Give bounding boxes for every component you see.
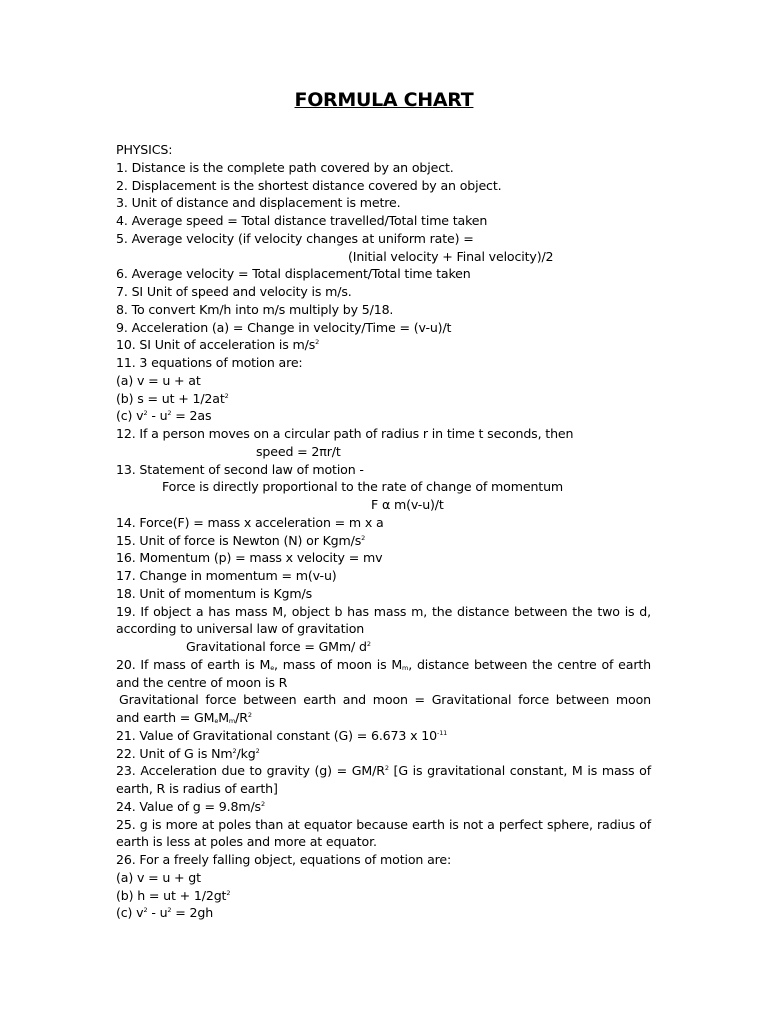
formula-line: 17. Change in momentum = m(v-u) [116,568,337,583]
formula-line: 3. Unit of distance and displacement is metre. [116,195,401,211]
formula-line: 7. SI Unit of speed and velocity is m/s. [116,284,352,299]
formula-list [116,141,651,922]
formula-line: 15. Unit of force is Newton (N) or Kgm/$s^2$ [116,532,366,548]
formula-line: speed = 2πr/t [256,443,341,459]
formula-line: Gravitational force = GMm/ $d^2$ [186,639,371,654]
formula-line: and earth = $GM_eM_m/R^2$ [116,710,252,725]
formula-line: 11. 3 equations of motion are: [116,355,303,370]
formula-line: earth is less at poles and more at equator. [116,834,377,850]
formula-line: 12. If a person moves on a circular path of radius r in time t seconds, then [116,426,574,441]
formula-line: 21. Value of Gravitational constant (G) = 6.673 x $10^{-11}$ [116,727,448,743]
formula-line: (Initial velocity + Final velocity)/2 [348,248,554,264]
formula-line: 26. For a freely falling object, equations of motion are: [116,852,452,867]
formula-line: 24. Value of $g = 9.8m/s^2$ [116,798,265,814]
formula-line: (a) v = u + gt [116,869,201,885]
formula-line: (c) $v^2 - u^2 = 2gh$ [116,905,214,921]
formula-line: according to universal law of gravitation [116,621,365,637]
formula-line: 23. Acceleration due to gravity $(g) = GM/R^2$ [G is gravitational constant, M is mass of [116,763,651,779]
formula-line: 6. Average velocity = Total displacement/Total time taken [116,266,471,282]
formula-line: 14. Force(F) = mass x acceleration = m x a [116,514,384,530]
formula-line: 19. If object a has mass M, object b has mass m, the distance between the two is d, [116,603,651,619]
formula-line: 25. g is more at poles than at equator because earth is not a perfect sphere, radius of [116,816,651,832]
formula-line: 16. Momentum (p) = mass x velocity = mv [116,550,383,566]
formula-line: 5. Average velocity (if velocity changes at uniform rate) = [116,230,474,246]
formula-line: 22. Unit of G is $Nm^2/kg^2$ [116,745,260,761]
formula-line: 8. To convert Km/h into m/s multiply by 5/18. [116,301,394,317]
formula-line: 10. SI Unit of acceleration is $m/s^2$ [116,337,320,353]
section-heading: PHYSICS: [116,142,173,157]
formula-line: earth, R is radius of earth] [116,781,278,796]
formula-line: 2. Displacement is the shortest distance covered by an object. [116,177,502,193]
formula-line: 1. Distance is the complete path covered by an object. [116,159,454,175]
formula-line: (c) $v^2 - u^2 = 2as$ [116,408,212,424]
formula-line: and the centre of moon is R [116,674,288,690]
formula-line: Gravitational force between earth and moon = Gravitational force between moon [119,692,651,708]
formula-line: F α m(v-u)/t [371,497,444,512]
formula-line: (b) h = ut + $1/2gt^2$ [116,887,231,903]
formula-line: 18. Unit of momentum is Kgm/s [116,585,313,601]
formula-line: 9. Acceleration (a) = Change in velocity/Time = (v-u)/t [116,319,452,335]
formula-line: Force is directly proportional to the rate of change of momentum [162,479,564,495]
page-title: FORMULA CHART [294,89,474,111]
formula-line: 13. Statement of second law of motion - [116,461,364,477]
formula-line: (a) v = u + at [116,372,201,388]
formula-line: 20. If mass of earth is $M_e$, mass of moon is $M_m$, distance between the centre of earth [116,656,651,672]
formula-line: (b) s = ut + $1/2at^2$ [116,390,229,406]
formula-line: 4. Average speed = Total distance travelled/Total time taken [116,213,488,228]
